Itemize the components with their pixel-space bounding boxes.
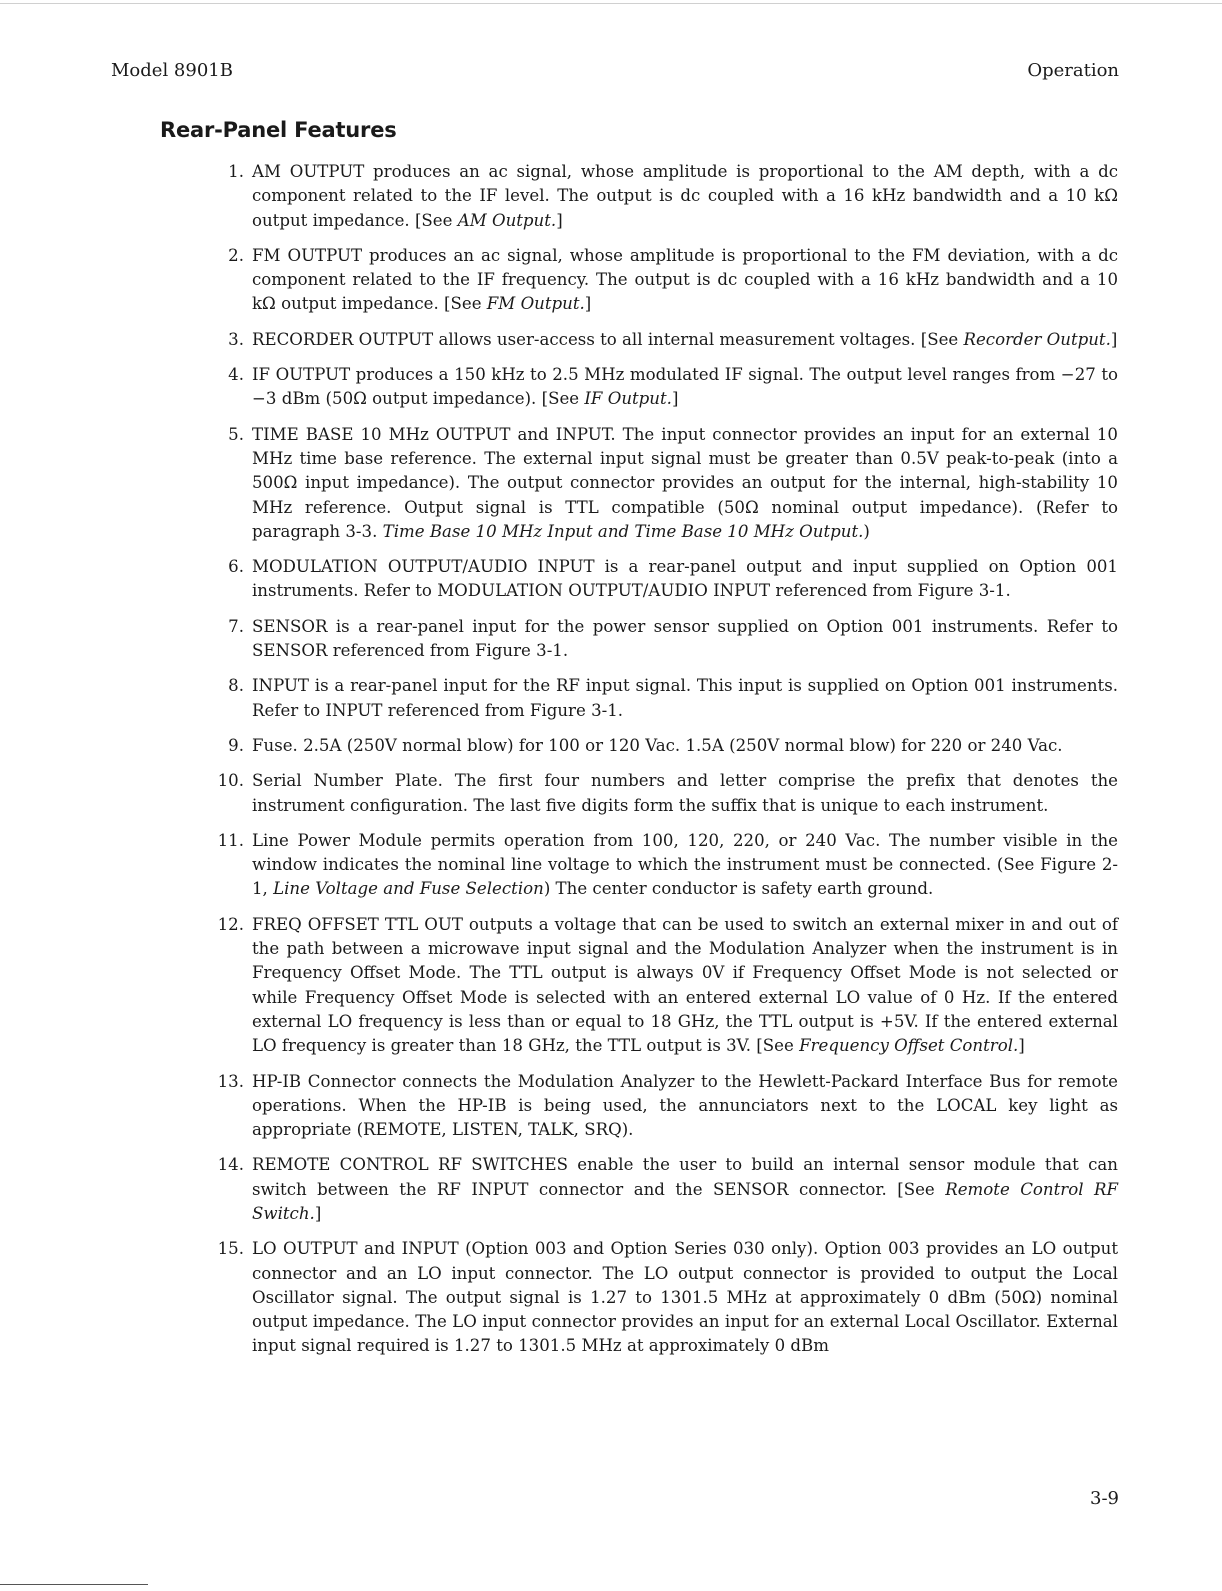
item-reference: Recorder Output. — [963, 329, 1111, 349]
bottom-rule — [0, 1584, 148, 1585]
item-text: RECORDER OUTPUT allows user-access to all internal measurement voltages. [See — [252, 329, 964, 349]
item-text: Fuse. 2.5A (250V normal blow) for 100 or 120 Vac. 1.5A (250V normal blow) for 220 or 240 Vac. — [252, 735, 1063, 755]
item-text: AM OUTPUT produces an ac signal, whose amplitude is proportional to the AM depth, with a dc component related to the IF level. The output is dc coupled with a 16 kHz bandwidth and a 10 kΩ output impedance. [See — [252, 162, 1118, 230]
item-text: FREQ OFFSET TTL OUT outputs a voltage that can be used to switch an external mixer in and out of the path between a microwave input signal and the Modulation Analyzer when the instrument is in Frequency Offset Mode. The TTL output is always 0V if Frequency Offset Mode is not selected or while Frequency Offset Mode is selected with an entered external LO value of 0 Hz. If the entered external LO frequency is less than or equal to 18 GHz, the TTL output is +5V. If the entered external LO frequency is greater than 18 GHz, the TTL output is 3V. [See — [252, 914, 1118, 1056]
list-item — [212, 829, 1118, 902]
item-text: ] — [1110, 329, 1118, 349]
list-item — [212, 913, 1118, 1059]
item-text: IF OUTPUT produces a 150 kHz to 2.5 MHz modulated IF signal. The output level ranges from −27 to −3 dBm (50Ω output impedance). [See — [252, 365, 1118, 409]
list-item — [212, 244, 1118, 317]
list-item — [212, 615, 1118, 664]
item-number: 7. — [228, 616, 244, 636]
item-text: Line Power Module permits operation from 100, 120, 220, or 240 Vac. The number visible in the window indicates the nominal line voltage to which the instrument must be connected. (See Figure 2-1, — [252, 830, 1118, 899]
item-number: 5. — [228, 424, 244, 444]
item-text: HP-IB Connector connects the Modulation Analyzer to the Hewlett-Packard Interface Bus for remote operations. When the HP-IB is being used, the annunciators next to the LOCAL key light as appropriate (REMOTE, LISTEN, TALK, SRQ). — [252, 1071, 1118, 1140]
item-reference: IF Output. — [584, 389, 672, 409]
item-text: LO OUTPUT and INPUT (Option 003 and Option Series 030 only). Option 003 provides an LO output connector and an LO input connector. The LO output connector is provided to output the Local Oscillator signal. The output signal is 1.27 to 1301.5 MHz at approximately 0 dBm (50Ω) nominal output impedance. The LO input connector provides an input for an external Local Oscillator. External input signal required is 1.27 to 1301.5 MHz at approximately 0 dBm — [252, 1239, 1118, 1356]
list-item — [212, 160, 1118, 233]
item-number: 2. — [228, 245, 244, 265]
list-item — [212, 1153, 1118, 1226]
item-text: ] — [1018, 1036, 1025, 1056]
item-text: SENSOR is a rear-panel input for the power sensor supplied on Option 001 instruments. Refer to SENSOR referenced from Figure 3-1. — [252, 616, 1118, 661]
item-reference: Time Base 10 MHz Input and Time Base 10 MHz Output. — [382, 521, 864, 541]
item-number: 1. — [228, 162, 244, 181]
item-reference: Frequency Offset Control. — [799, 1036, 1019, 1056]
item-text: ] — [556, 210, 563, 230]
list-item — [212, 734, 1118, 758]
item-reference: FM Output. — [486, 294, 585, 314]
item-reference: AM Output. — [457, 210, 557, 230]
list-item — [212, 1237, 1118, 1358]
list-item — [212, 1070, 1118, 1143]
item-text: FM OUTPUT produces an ac signal, whose amplitude is proportional to the FM deviation, with a dc component related to the IF frequency. The output is dc coupled with a 16 kHz bandwidth and a 10 kΩ output impedance. [See — [252, 245, 1118, 314]
item-number: 3. — [228, 329, 244, 349]
page-number: 3-9 — [1090, 1488, 1119, 1509]
top-rule — [0, 3, 1222, 4]
list-item — [212, 423, 1118, 544]
item-number: 14. — [217, 1155, 244, 1175]
item-text: MODULATION OUTPUT/AUDIO INPUT is a rear-panel output and input supplied on Option 001 instruments. Refer to MODULATION OUTPUT/AUDIO INPUT referenced from Figure 3-1. — [252, 557, 1118, 601]
item-number: 8. — [228, 676, 244, 696]
item-number: 6. — [228, 557, 244, 577]
item-text: INPUT is a rear-panel input for the RF input signal. This input is supplied on Option 001 instruments. Refer to INPUT referenced from Figure 3-1. — [252, 676, 1118, 720]
item-text: ] — [584, 294, 592, 314]
section-title: Rear-Panel Features — [160, 118, 397, 142]
item-number: 9. — [228, 735, 244, 755]
item-number: 15. — [217, 1239, 244, 1259]
feature-list — [212, 160, 1118, 1370]
item-number: 10. — [217, 771, 244, 791]
item-text: REMOTE CONTROL RF SWITCHES enable the user to build an internal sensor module that can switch between the RF INPUT connector and the SENSOR connector. [See — [252, 1155, 1118, 1199]
item-number: 11. — [217, 830, 244, 850]
item-number: 4. — [228, 365, 244, 385]
running-header-model: Model 8901B — [111, 60, 233, 81]
list-item — [212, 555, 1118, 604]
item-text: ] — [671, 389, 679, 409]
item-text: ] — [314, 1203, 322, 1223]
item-text: Serial Number Plate. The first four numbers and letter comprise the prefix that denotes the instrument configuration. The last five digits form the suffix that is unique to each instrument. — [252, 771, 1118, 815]
item-text: TIME BASE 10 MHz OUTPUT and INPUT. The input connector provides an input for an external 10 MHz time base reference. The external input signal must be greater than 0.5V peak-to-peak (into a 500Ω input impedance). The output connector provides an output for the internal, high-stability 10 MHz reference. Output signal is TTL compatible (50Ω nominal output impedance). (Refer to paragraph 3-3. — [252, 424, 1118, 541]
list-item — [212, 674, 1118, 723]
item-text: ) The center conductor is safety earth ground. — [543, 879, 934, 899]
list-item — [212, 328, 1118, 352]
item-number: 12. — [217, 914, 244, 934]
item-number: 13. — [217, 1071, 244, 1091]
running-header-section: Operation — [1027, 60, 1119, 81]
item-reference: Line Voltage and Fuse Selection — [273, 879, 544, 899]
item-text: ) — [863, 521, 870, 541]
list-item — [212, 363, 1118, 412]
item-reference: Remote Control RF Switch. — [252, 1179, 1118, 1223]
list-item — [212, 769, 1118, 818]
